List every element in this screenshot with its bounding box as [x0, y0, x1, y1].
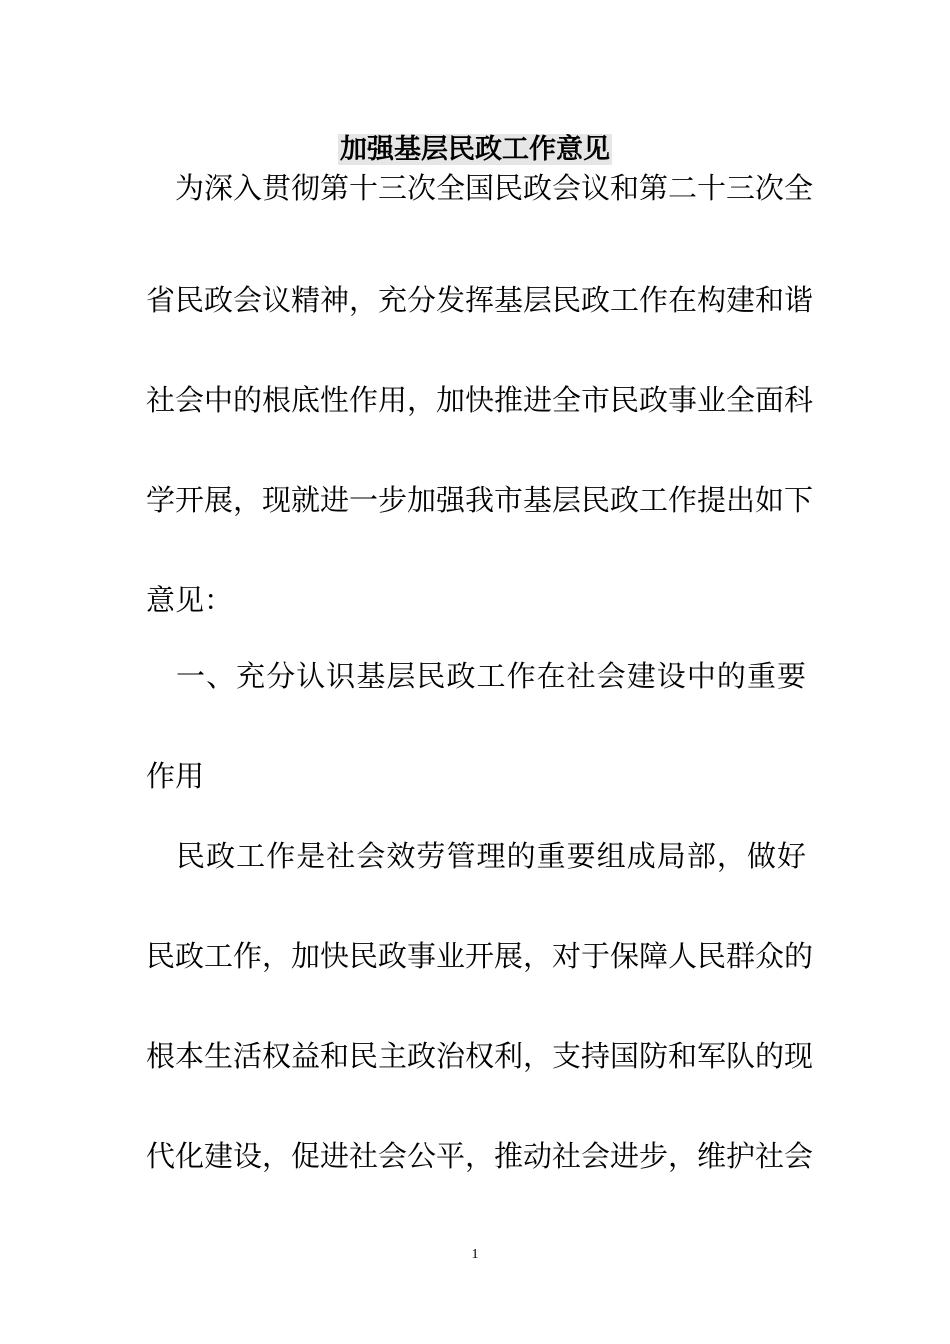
body-line: 民政工作是社会效劳管理的重要组成局部，做好: [146, 839, 806, 873]
body-line: 意见：: [146, 583, 234, 617]
body-line: 民政工作，加快民政事业开展，对于保障人民群众的: [146, 939, 814, 973]
body-line: 学开展，现就进一步加强我市基层民政工作提出如下: [146, 483, 814, 517]
section-heading-line: 作用: [146, 759, 205, 793]
title-text: 加强基层民政工作意见: [340, 134, 610, 165]
body-line: 为深入贯彻第十三次全国民政会议和第二十三次全: [146, 171, 814, 205]
body-line: 根本生活权益和民主政治权利，支持国防和军队的现: [146, 1039, 814, 1073]
body-line: 省民政会议精神，充分发挥基层民政工作在构建和谐: [146, 283, 814, 317]
body-line: 社会中的根底性作用，加快推进全市民政事业全面科: [146, 383, 814, 417]
page-number: 1: [471, 1247, 479, 1262]
body-line: 代化建设，促进社会公平，推动社会进步，维护社会: [146, 1139, 814, 1173]
section-heading-line: 一、充分认识基层民政工作在社会建设中的重要: [146, 659, 806, 693]
